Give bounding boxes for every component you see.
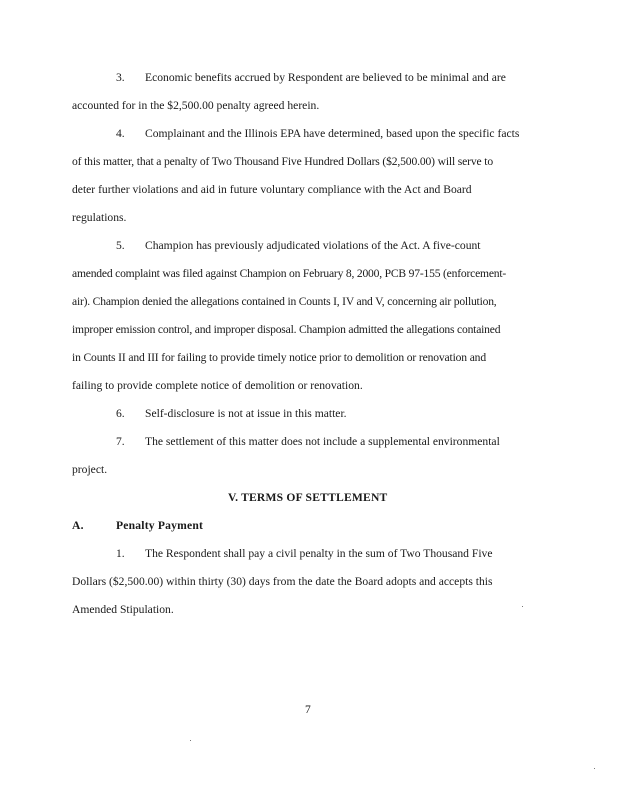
paragraph-4-line-3: deter further violations and aid in future voluntary compliance with the Act and Board [72, 183, 472, 196]
subsection-title: Penalty Payment [116, 519, 204, 532]
paragraph-7-number: 7. [116, 435, 125, 448]
paragraph-4-line-1: Complainant and the Illinois EPA have determined, based upon the specific facts [145, 127, 520, 140]
paragraph-5-line-4: improper emission control, and improper disposal. Champion admitted the allegations contained [72, 323, 501, 336]
paragraph-5-line-2: amended complaint was filed against Champion on February 8, 2000, PCB 97-155 (enforcement- [72, 267, 507, 280]
paragraph-7-line-1: The settlement of this matter does not include a supplemental environmental [145, 435, 500, 448]
paragraph-4-line-4: regulations. [72, 211, 127, 224]
paragraph-6-number: 6. [116, 407, 125, 420]
paragraph-6-line-1: Self-disclosure is not at issue in this matter. [145, 407, 347, 420]
scan-speck [594, 768, 595, 769]
payment-paragraph-1-line-1: The Respondent shall pay a civil penalty in the sum of Two Thousand Five [145, 547, 493, 560]
paragraph-4-line-2: of this matter, that a penalty of Two Thousand Five Hundred Dollars ($2,500.00) will serve to [72, 155, 493, 168]
paragraph-5-line-6: failing to provide complete notice of demolition or renovation. [72, 379, 363, 392]
paragraph-5-line-5: in Counts II and III for failing to provide timely notice prior to demolition or renovation and [72, 351, 486, 364]
subsection-letter: A. [72, 519, 84, 532]
paragraph-3-line-2: accounted for in the $2,500.00 penalty agreed herein. [72, 99, 320, 112]
paragraph-7-line-2: project. [72, 463, 108, 476]
page-number: 7 [305, 703, 311, 716]
paragraph-4-number: 4. [116, 127, 125, 140]
paragraph-3-number: 3. [116, 71, 125, 84]
paragraph-5-line-3: air). Champion denied the allegations contained in Counts I, IV and V, concerning air pollution, [72, 295, 497, 308]
payment-paragraph-1-line-3: Amended Stipulation. [72, 603, 174, 616]
scan-speck [190, 740, 191, 741]
paragraph-5-line-1: Champion has previously adjudicated violations of the Act. A five-count [145, 239, 481, 252]
payment-paragraph-1-number: 1. [116, 547, 125, 560]
section-heading: V. TERMS OF SETTLEMENT [228, 491, 388, 504]
paragraph-3-line-1: Economic benefits accrued by Respondent are believed to be minimal and are [145, 71, 506, 84]
scan-speck [522, 606, 523, 607]
paragraph-5-number: 5. [116, 239, 125, 252]
payment-paragraph-1-line-2: Dollars ($2,500.00) within thirty (30) days from the date the Board adopts and accepts this [72, 575, 493, 588]
